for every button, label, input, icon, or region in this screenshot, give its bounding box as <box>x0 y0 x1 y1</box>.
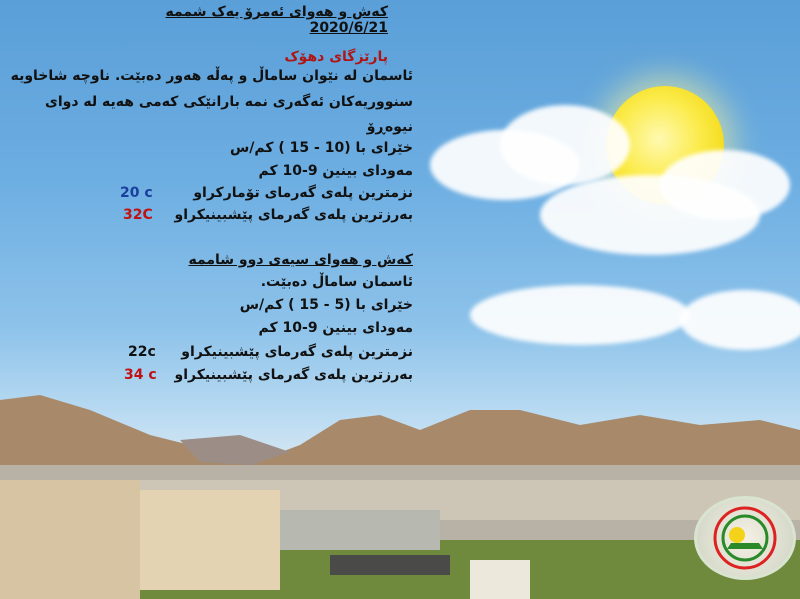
day1-wind: خێرای با (10 - 15 ) کم/س <box>229 140 413 156</box>
day1-max-value: 32C <box>123 207 153 223</box>
day1-sky-line2: سنووریەکان ئەگەری نمە بارانێکی کەمی هەیە لە دوای <box>45 94 413 110</box>
cloud-4 <box>660 150 790 220</box>
day1-visibility: مەودای بینین 9-10 کم <box>258 163 413 179</box>
day1-sky-line3: نیوەڕۆ <box>366 119 413 135</box>
cloud-5 <box>470 285 690 345</box>
day1-min-label: نزمترین پلەی گەرمای تۆمارکراو <box>193 185 413 201</box>
day2-min-label: نزمترین پلەی گەرمای پێشبینیکراو <box>181 344 413 360</box>
day2-wind: خێرای با (5 - 15 ) کم/س <box>239 297 413 313</box>
day2-max-value: 34 c <box>124 367 157 383</box>
cloud-2 <box>500 105 630 185</box>
organization-logo <box>694 496 796 580</box>
day1-min-value: 20 c <box>120 185 153 201</box>
day2-max-label: بەرزترین پلەی گەرمای پێشبینیکراو <box>174 367 413 383</box>
day2-sky: ئاسمان ساماڵ دەبێت. <box>260 274 413 290</box>
city-landscape <box>0 380 800 599</box>
page-title: کەش و هەوای ئەمرۆ یەک شممە 2020/6/21 <box>165 4 388 36</box>
day2-visibility: مەودای بینین 9-10 کم <box>258 320 413 336</box>
day2-min-value: 22c <box>128 344 156 360</box>
day1-sky-line1: ئاسمان لە نێوان ساماڵ و پەڵە هەور دەبێت. ناوچە شاخاویە <box>10 68 413 84</box>
day2-heading: کەش و هەوای سیەی دوو شاممە <box>188 252 413 268</box>
logo-emblem-icon <box>697 499 793 577</box>
cloud-6 <box>680 290 800 350</box>
day1-max-label: بەرزترین پلەی گەرمای پێشبینیکراو <box>174 207 413 223</box>
region-name: پارێزگای دهۆک <box>284 49 388 65</box>
